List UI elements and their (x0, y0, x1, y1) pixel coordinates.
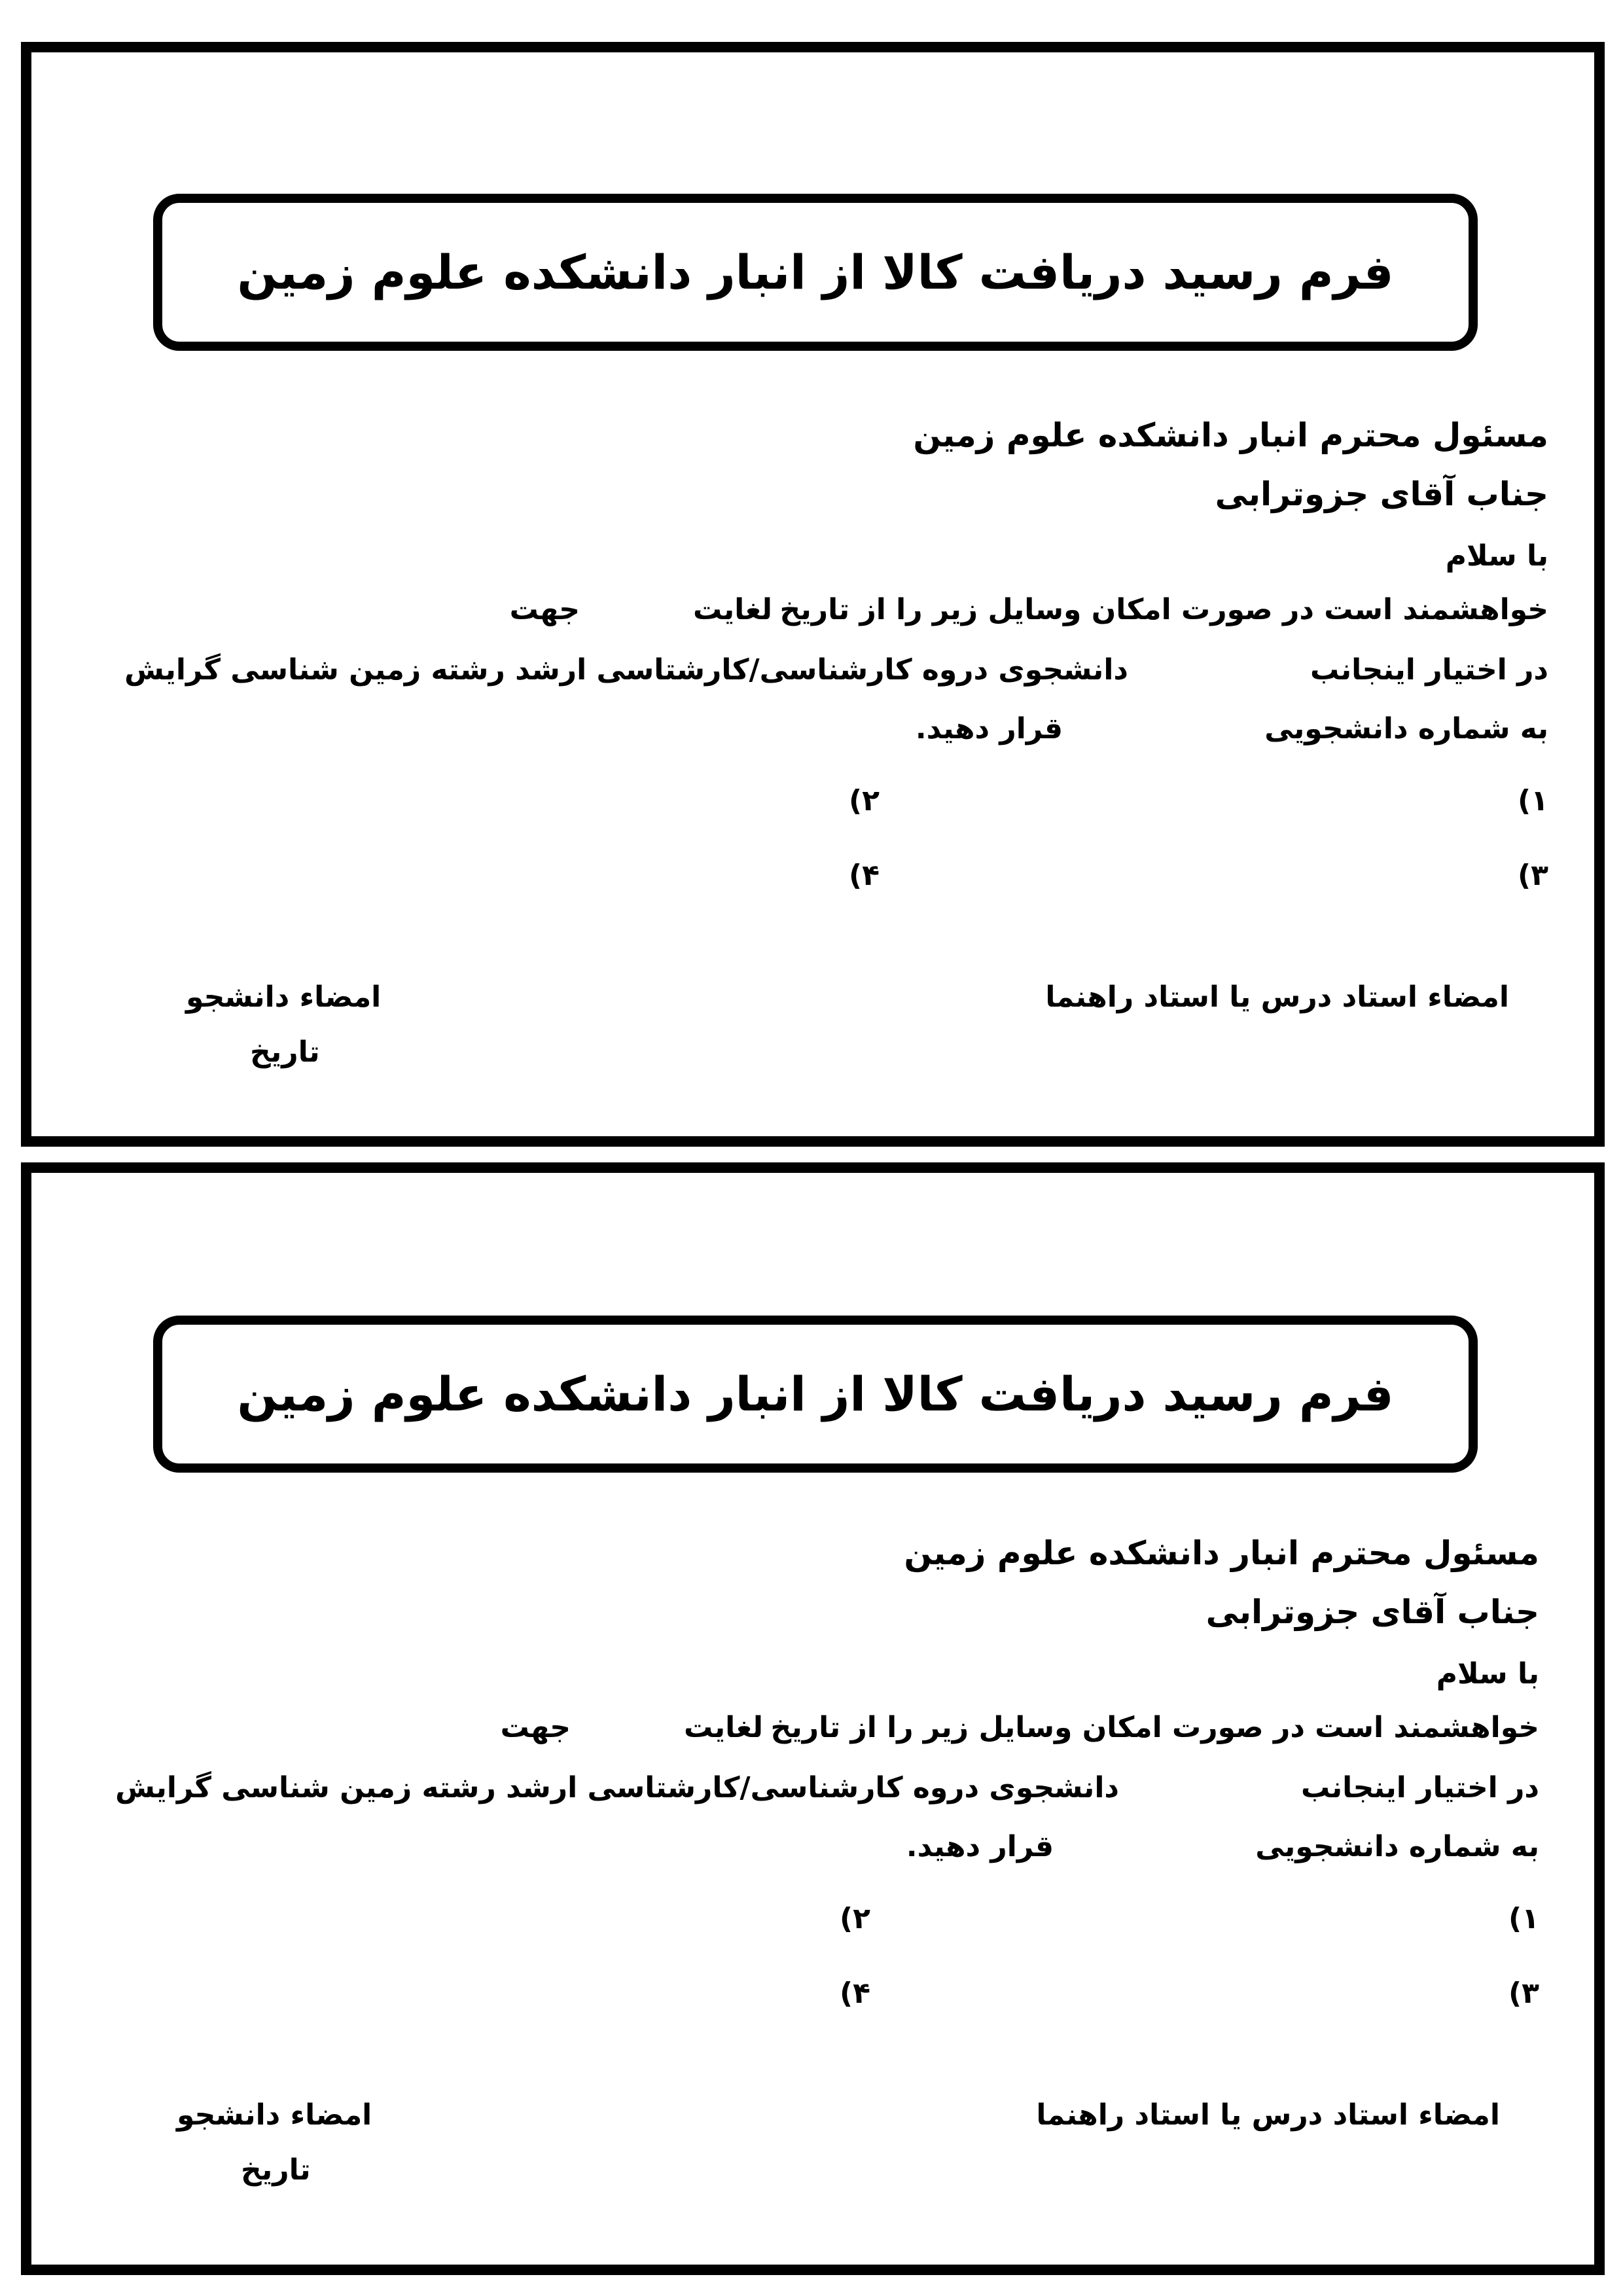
addressee-line-1: مسئول محترم انبار دانشکده علوم زمین (904, 1534, 1539, 1572)
request-part-1: خواهشمند است در صورت امکان وسایل زیر را از تاریخ (770, 1711, 1539, 1744)
greeting: با سلام (1436, 1657, 1539, 1691)
form-title: فرم رسید دریافت کالا از انبار دانشکده علوم زمین (237, 245, 1394, 300)
item-2: ۲) (849, 784, 880, 817)
form-title-box (153, 194, 1478, 351)
request-part-2: لغایت (684, 1711, 763, 1744)
addressee-line-1: مسئول محترم انبار دانشکده علوم زمین (913, 416, 1548, 454)
date-label: تاریخ (250, 1035, 320, 1069)
request-part-3: جهت (500, 1711, 571, 1744)
line3-part-1: به شماره دانشجویی (1255, 1830, 1539, 1863)
item-4: ۴) (849, 859, 880, 892)
form-title: فرم رسید دریافت کالا از انبار دانشکده علوم زمین (237, 1367, 1394, 1422)
line3-part-1: به شماره دانشجویی (1264, 712, 1548, 745)
item-4: ۴) (840, 1977, 870, 2010)
line2-part-2: دانشجوی دروه کارشناسی/کارشتاسی ارشد رشته زمین شناسی گرایش (124, 653, 1128, 687)
receipt-form-bottom (21, 1162, 1605, 2275)
student-signature-label: امضاء دانشجو (177, 2098, 372, 2132)
line2-part-1: در اختیار اینجانب (1300, 1771, 1539, 1804)
item-1: ۱) (1508, 1902, 1539, 1935)
item-1: ۱) (1518, 784, 1548, 817)
receipt-form-top (21, 42, 1605, 1147)
item-3: ۳) (1518, 859, 1548, 892)
professor-signature-label: امضاء استاد درس یا استاد راهنما (1045, 980, 1509, 1014)
date-label: تاریخ (241, 2153, 311, 2187)
addressee-line-2: جناب آقای جزوترابی (1215, 475, 1548, 513)
line2-part-2: دانشجوی دروه کارشناسی/کارشتاسی ارشد رشته زمین شناسی گرایش (115, 1771, 1119, 1804)
request-part-2: لغایت (693, 593, 772, 626)
item-2: ۲) (840, 1902, 870, 1935)
request-part-3: جهت (509, 593, 580, 626)
line2-part-1: در اختیار اینجانب (1310, 653, 1548, 687)
item-3: ۳) (1508, 1977, 1539, 2010)
form-title-box (153, 1316, 1478, 1473)
request-part-1: خواهشمند است در صورت امکان وسایل زیر را از تاریخ (779, 593, 1548, 626)
student-signature-label: امضاء دانشجو (186, 980, 382, 1014)
greeting: با سلام (1445, 539, 1548, 573)
addressee-line-2: جناب آقای جزوترابی (1205, 1593, 1539, 1631)
line3-part-2: قرار دهید. (915, 712, 1063, 745)
professor-signature-label: امضاء استاد درس یا استاد راهنما (1036, 2098, 1500, 2132)
line3-part-2: قرار دهید. (906, 1830, 1054, 1863)
